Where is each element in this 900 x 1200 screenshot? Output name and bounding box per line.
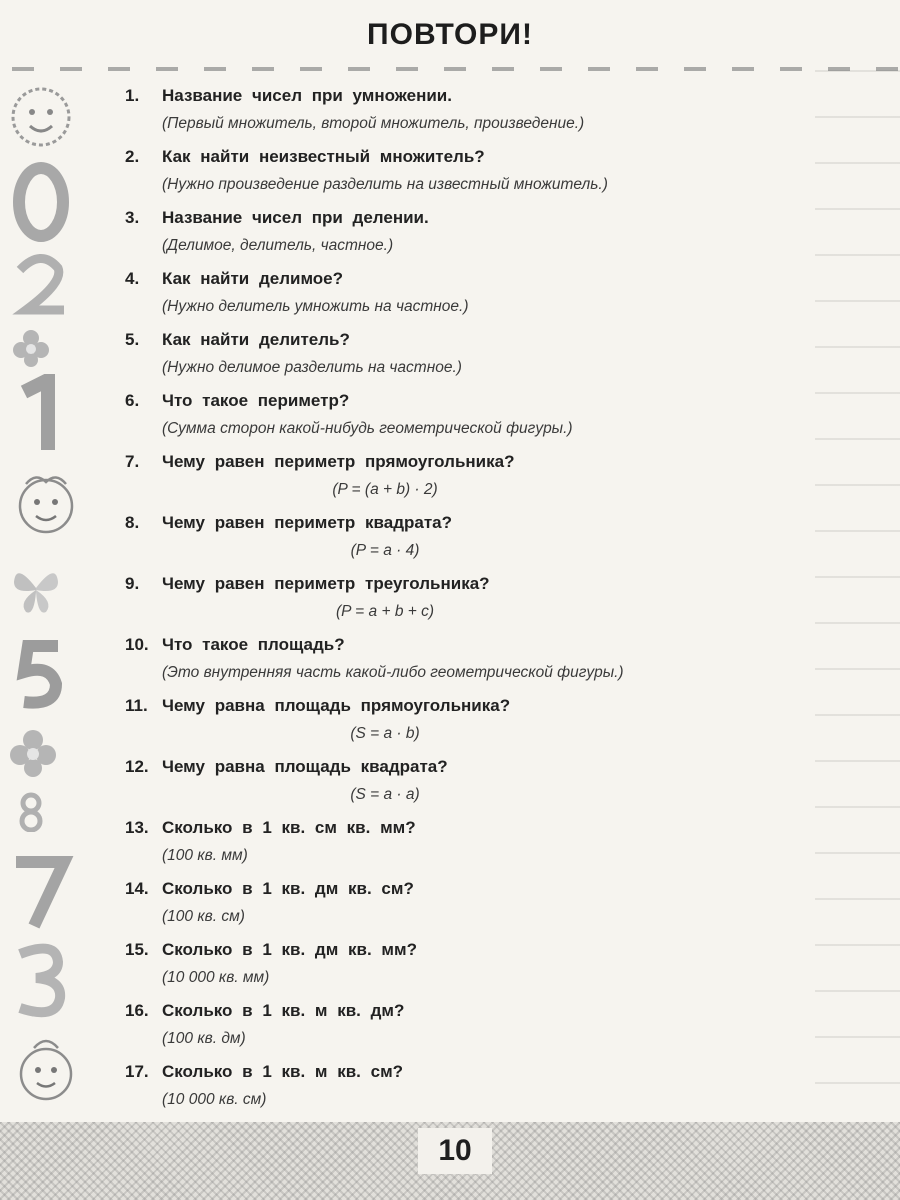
question-number: 10. [125,635,149,654]
digit-7-icon [6,850,76,930]
question-text: Чему равен периметр треугольника? [162,574,490,593]
butterfly-icon [6,558,66,618]
question-item [125,696,745,757]
question-text: Сколько в 1 кв. дм кв. см? [162,879,414,898]
question-row [125,452,745,472]
question-item [125,1001,745,1062]
question-number: 12. [125,757,149,776]
answer-text: (Нужно делимое разделить на частное.) [162,359,462,376]
digit-2-icon [6,248,76,318]
answer-text: (Сумма сторон какой-нибудь геометрической фигуры.) [162,420,573,437]
faded-show-through [815,70,900,1110]
flower-icon [6,728,61,778]
question-row [125,757,745,777]
question-text: Сколько в 1 кв. м кв. дм? [162,1001,405,1020]
question-text: Как найти неизвестный множитель? [162,147,485,166]
answer-text: (100 кв. мм) [162,847,248,864]
question-row [125,208,745,228]
question-text: Сколько в 1 кв. дм кв. мм? [162,940,417,959]
question-number: 8. [125,513,140,532]
smiley-face-icon [6,82,76,152]
question-row [125,391,745,411]
digit-0-icon [6,162,76,242]
question-item [125,635,745,696]
answer-text: (S = a · b) [350,725,420,742]
question-row [125,696,745,716]
question-row [125,147,745,167]
question-number: 13. [125,818,149,837]
question-item [125,1062,745,1123]
question-item [125,391,745,452]
question-item [125,452,745,513]
question-item [125,818,745,879]
question-item [125,513,745,574]
question-text: Чему равна площадь прямоугольника? [162,696,511,715]
question-number: 2. [125,147,140,166]
question-row [125,1001,745,1021]
dashed-divider [12,64,900,74]
question-number: 9. [125,574,140,593]
question-text: Сколько в 1 кв. м кв. см? [162,1062,404,1081]
question-row [125,86,745,106]
answer-text: (10 000 кв. см) [162,1091,267,1108]
question-number: 1. [125,86,140,105]
question-item [125,757,745,818]
question-text: Что такое площадь? [162,635,345,654]
question-text: Чему равен периметр квадрата? [162,513,452,532]
question-item [125,147,745,208]
question-number: 14. [125,879,149,898]
digit-8-icon [6,792,56,832]
question-row [125,818,745,838]
question-row [125,1062,745,1082]
question-number: 15. [125,940,149,959]
question-row [125,269,745,289]
question-text: Чему равен периметр прямоугольника? [162,452,515,471]
digit-1-icon [6,374,76,454]
question-item [125,879,745,940]
question-item [125,269,745,330]
answer-text: (100 кв. см) [162,908,245,925]
question-row [125,879,745,899]
answer-text: (P = (a + b) · 2) [332,481,438,498]
question-number: 7. [125,452,140,471]
answer-text: (Первый множитель, второй множитель, произведение.) [162,115,585,132]
question-text: Чему равна площадь квадрата? [162,757,448,776]
page-number: 10 [418,1128,492,1174]
question-text: Название чисел при делении. [162,208,429,227]
question-number: 5. [125,330,140,349]
question-item [125,208,745,269]
question-text: Что такое периметр? [162,391,350,410]
question-number: 6. [125,391,140,410]
question-number: 11. [125,696,148,715]
question-row [125,635,745,655]
question-item [125,574,745,635]
girl-face-icon [6,462,86,542]
decorative-sidebar [0,78,95,1118]
answer-text: (Это внутренняя часть какой-либо геометрической фигуры.) [162,664,624,681]
question-item [125,86,745,147]
answer-text: (S = a · a) [350,786,420,803]
question-number: 3. [125,208,140,227]
answer-text: (P = a + b + c) [335,603,435,620]
question-item [125,330,745,391]
answer-text: (Нужно делитель умножить на частное.) [162,298,469,315]
digit-3-icon [6,940,76,1020]
answer-text: (100 кв. дм) [162,1030,246,1047]
girl-face-icon [6,1028,86,1108]
answer-text: (10 000 кв. мм) [162,969,270,986]
question-row [125,574,745,594]
answer-text: (P = a · 4) [350,542,420,559]
question-number: 17. [125,1062,149,1081]
digit-5-icon [6,636,76,716]
question-row [125,513,745,533]
question-number: 16. [125,1001,149,1020]
question-text: Сколько в 1 кв. см кв. мм? [162,818,416,837]
question-row [125,330,745,350]
question-text: Название чисел при умножении. [162,86,452,105]
question-text: Как найти делимое? [162,269,344,288]
page-title: ПОВТОРИ! [367,18,533,51]
question-number: 4. [125,269,140,288]
question-list [125,86,745,1123]
question-row [125,940,745,960]
answer-text: (Делимое, делитель, частное.) [162,237,394,254]
flower-icon [6,328,56,368]
question-text: Как найти делитель? [162,330,350,349]
question-item [125,940,745,1001]
answer-text: (Нужно произведение разделить на известный множитель.) [162,176,608,193]
